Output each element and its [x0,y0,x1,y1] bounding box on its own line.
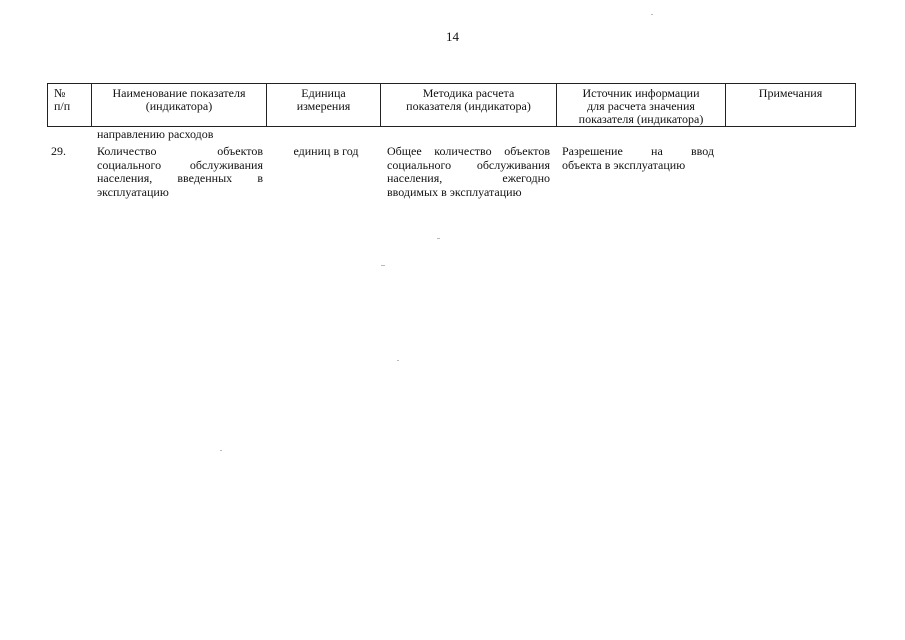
header-line: п/п [54,99,71,113]
header-cell-notes [726,84,855,126]
cell-line: Общее количество объектов [387,144,550,158]
cell-line: объекта в эксплуатацию [562,157,686,172]
header-line: для расчета значения [587,99,695,113]
header-line: (индикатора) [145,99,213,113]
row-number: 29. [51,144,66,158]
header-cell-name [92,84,267,126]
header-cell-method [381,84,557,126]
header-line: Наименование показателя [112,86,246,100]
scan-speck [651,14,653,15]
cell-line: вводимых в эксплуатацию [387,184,522,199]
header-cell-source [557,84,726,126]
cell-line: Разрешение на ввод [562,144,714,158]
scan-speck [397,360,399,361]
header-line: Методика расчета [422,86,515,100]
table-header [47,83,856,127]
scan-speck [220,450,222,451]
header-line: Примечания [758,86,823,100]
continuation-text: направлению расходов [97,127,214,141]
cell-line: социального обслуживания [97,157,263,172]
cell-line: Количество объектов [97,144,263,158]
cell-line: населения, введенных в [97,171,263,185]
header-cell-unit [267,84,381,126]
header-line: показателя (индикатора) [406,99,531,113]
header-cell-number [48,84,92,126]
row-unit: единиц в год [293,144,359,158]
scan-speck [381,265,385,266]
header-line: № [54,86,66,100]
cell-line: эксплуатацию [97,184,169,199]
page-number: 14 [446,29,459,44]
header-line: Единица [301,86,346,100]
cell-line: населения, ежегодно [387,171,550,185]
row-method [387,145,550,199]
header-line: измерения [296,99,351,113]
row-indicator-name [97,145,263,199]
header-line: Источник информации [582,86,700,100]
header-line: показателя (индикатора) [578,112,704,126]
cell-line: социального обслуживания [387,157,550,172]
scan-speck [437,238,440,239]
row-source [562,145,714,172]
